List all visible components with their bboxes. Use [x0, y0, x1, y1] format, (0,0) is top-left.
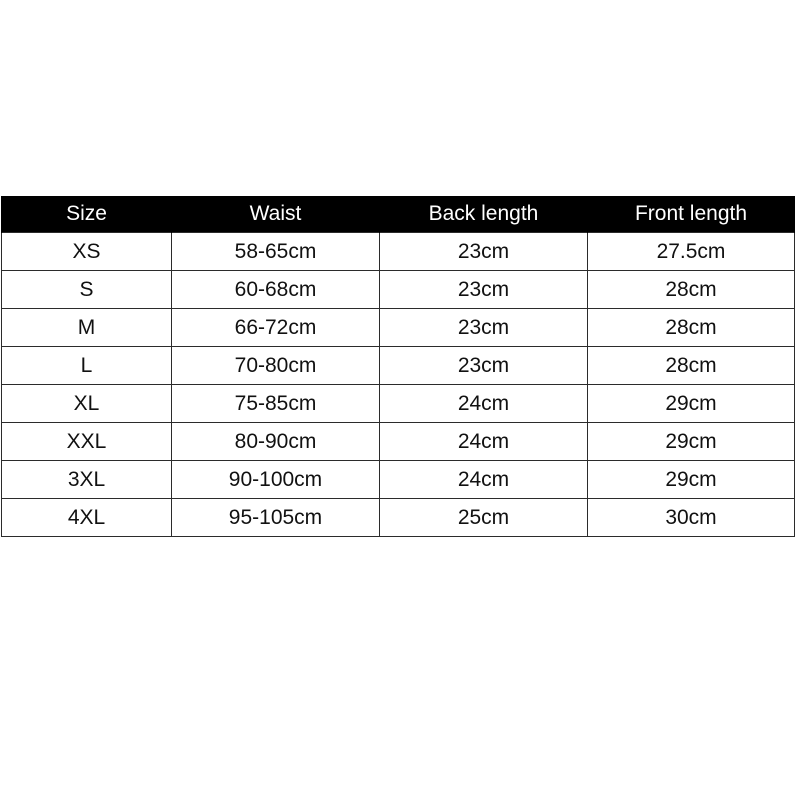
- table-row: [2, 233, 795, 271]
- table-row: [2, 499, 795, 537]
- cell-size: S: [2, 271, 172, 309]
- cell-back-length: 24cm: [380, 423, 588, 461]
- cell-back-length: 23cm: [380, 347, 588, 385]
- cell-size: M: [2, 309, 172, 347]
- cell-back-length: 24cm: [380, 461, 588, 499]
- cell-back-length: 25cm: [380, 499, 588, 537]
- header-size: Size: [2, 196, 172, 233]
- cell-front-length: 27.5cm: [588, 233, 795, 271]
- header-back-length: Back length: [380, 196, 588, 233]
- cell-front-length: 29cm: [588, 385, 795, 423]
- cell-waist: 80-90cm: [172, 423, 380, 461]
- cell-waist: 70-80cm: [172, 347, 380, 385]
- header-waist: Waist: [172, 196, 380, 233]
- cell-size: L: [2, 347, 172, 385]
- table-row: [2, 385, 795, 423]
- table-row: [2, 271, 795, 309]
- size-chart-table: [1, 196, 795, 537]
- cell-front-length: 28cm: [588, 347, 795, 385]
- cell-waist: 60-68cm: [172, 271, 380, 309]
- cell-waist: 95-105cm: [172, 499, 380, 537]
- cell-waist: 90-100cm: [172, 461, 380, 499]
- cell-size: XXL: [2, 423, 172, 461]
- table-row: [2, 309, 795, 347]
- cell-front-length: 30cm: [588, 499, 795, 537]
- cell-waist: 58-65cm: [172, 233, 380, 271]
- cell-back-length: 23cm: [380, 233, 588, 271]
- table-row: [2, 461, 795, 499]
- table-body: [2, 233, 795, 537]
- cell-front-length: 29cm: [588, 423, 795, 461]
- cell-size: 3XL: [2, 461, 172, 499]
- cell-back-length: 23cm: [380, 309, 588, 347]
- header-row: [2, 196, 795, 233]
- cell-front-length: 28cm: [588, 271, 795, 309]
- cell-waist: 75-85cm: [172, 385, 380, 423]
- table-row: [2, 347, 795, 385]
- header-front-length: Front length: [588, 196, 795, 233]
- table-row: [2, 423, 795, 461]
- cell-size: 4XL: [2, 499, 172, 537]
- cell-front-length: 29cm: [588, 461, 795, 499]
- cell-back-length: 24cm: [380, 385, 588, 423]
- cell-front-length: 28cm: [588, 309, 795, 347]
- cell-size: XL: [2, 385, 172, 423]
- cell-back-length: 23cm: [380, 271, 588, 309]
- cell-waist: 66-72cm: [172, 309, 380, 347]
- table-header: [2, 196, 795, 233]
- cell-size: XS: [2, 233, 172, 271]
